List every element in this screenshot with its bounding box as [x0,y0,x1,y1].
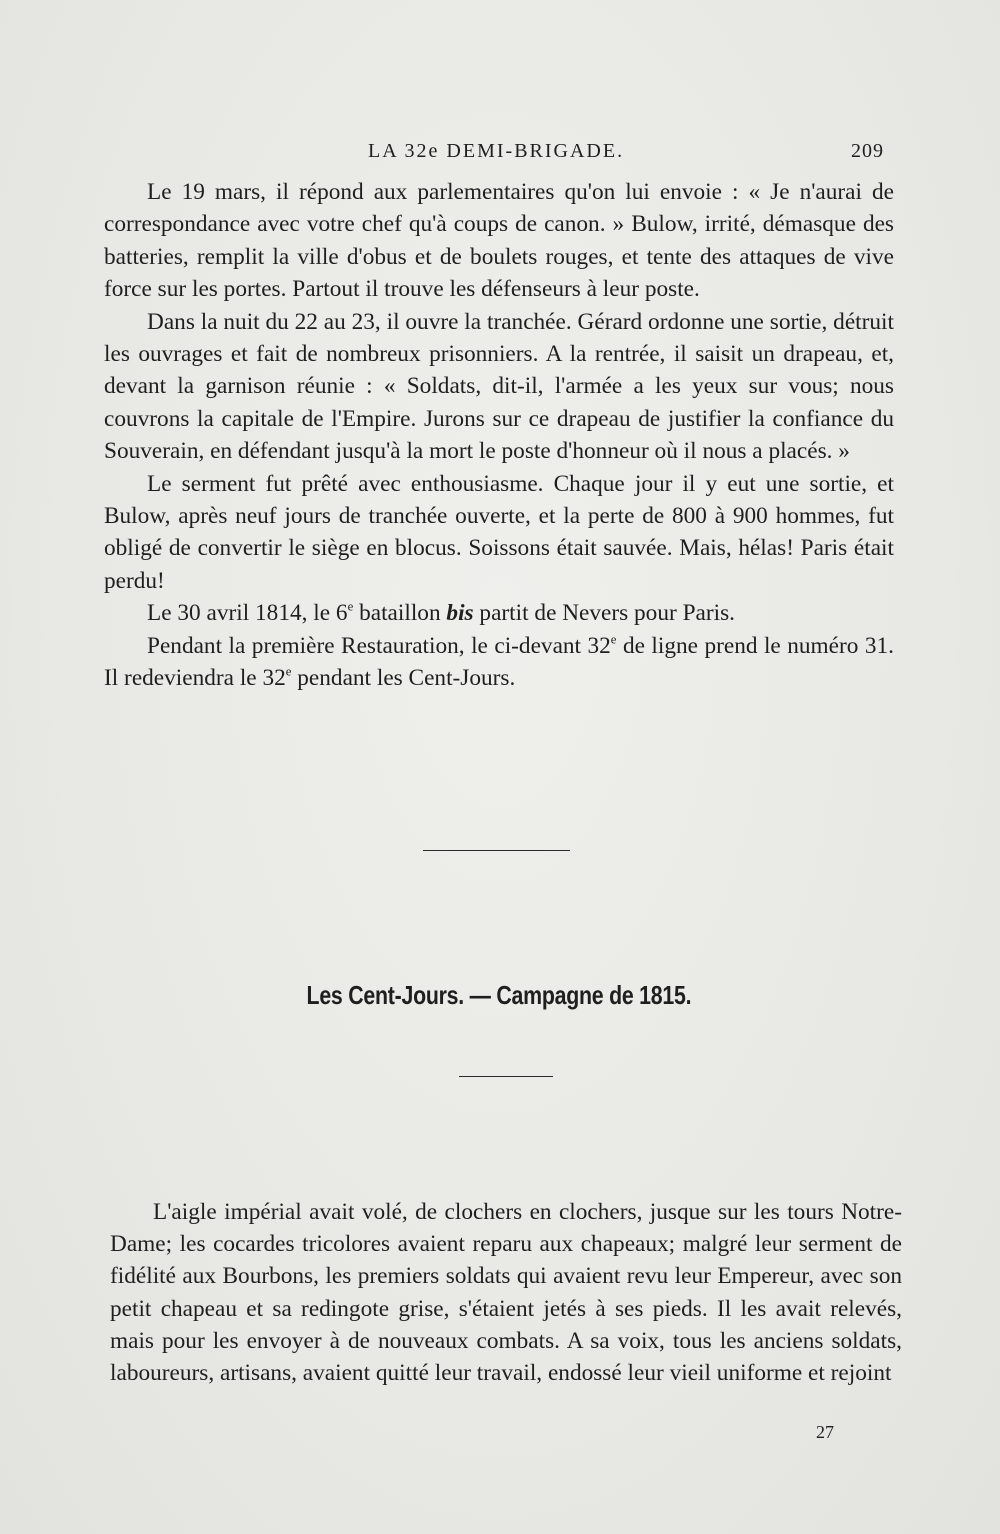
paragraph [104,630,894,695]
page-number: 209 [851,140,884,162]
paragraph: L'aigle impérial avait volé, de clochers en clochers, jusque sur les tours Notre-Dame; les cocardes tricolores avaient reparu aux chapeaux; malgré leur serment de fidélité aux Bourbons, les premiers soldats qui avaient revu leur Empereur, avec son petit chapeau et sa redingote grise, s'étaient jetés à ses pieds. Il les avait relevés, mais pour les envoyer à de nouveaux combats. A sa voix, tous les anciens soldats, laboureurs, artisans, avaient quitté leur travail, endossé leur vieil uniforme et rejoint [110,1199,902,1387]
italic-word: bis [446,600,474,627]
paragraph [104,597,894,629]
separator-rule [459,1076,553,1077]
running-head [0,140,1000,170]
paragraph: Le 19 mars, il répond aux parlementaires qu'on lui envoie : « Je n'aurai de correspondance avec votre chef qu'à coups de canon. » Bulow, irrité, démasque des batteries, remplit la ville d'obus et de boulets rouges, et tente des attaques de vive force sur les portes. Partout il trouve les défenseurs à leur poste. [104,179,894,303]
separator-rule [423,850,570,851]
superscript: e [610,632,617,647]
superscript: e [347,599,354,614]
body-text-bottom [110,1196,902,1389]
running-title: LA 32e DEMI-BRIGADE. [368,140,625,162]
superscript: e [285,664,292,679]
body-text-top [104,176,894,695]
paragraph-text: partit de Nevers pour Paris. [473,600,735,627]
paragraph-text: Le 30 avril 1814, le 6 [147,600,348,627]
paragraph-text: de ligne prend le numéro 31. Il redeviendra le 32 [104,632,894,692]
paragraph-text: Pendant la première Restauration, le ci-devant 32 [147,632,611,659]
paragraph: Le serment fut prêté avec enthousiasme. Chaque jour il y eut une sortie, et Bulow, après neuf jours de tranchée ouverte, et la perte de 800 à 900 hommes, fut obligé de convertir le siège en blocus. Soissons était sauvée. Mais, hélas! Paris était perdu! [104,470,894,594]
paragraph: Dans la nuit du 22 au 23, il ouvre la tranchée. Gérard ordonne une sortie, détruit les ouvrages et fait de nombreux prisonniers. A la rentrée, il saisit un drapeau, et, devant la garnison réunie : « Soldats, dit-il, l'armée a les yeux sur vous; nous couvrons la capitale de l'Empire. Jurons sur ce drapeau de justifier la confiance du Souverain, en défendant jusqu'à la mort le poste d'honneur où il nous a placés. » [104,308,894,465]
paragraph-text: bataillon [353,600,447,627]
section-heading: Les Cent-Jours. — Campagne de 1815. [306,980,692,1010]
signature-mark: 27 [816,1422,834,1442]
paragraph-text: pendant les Cent-Jours. [291,665,516,692]
